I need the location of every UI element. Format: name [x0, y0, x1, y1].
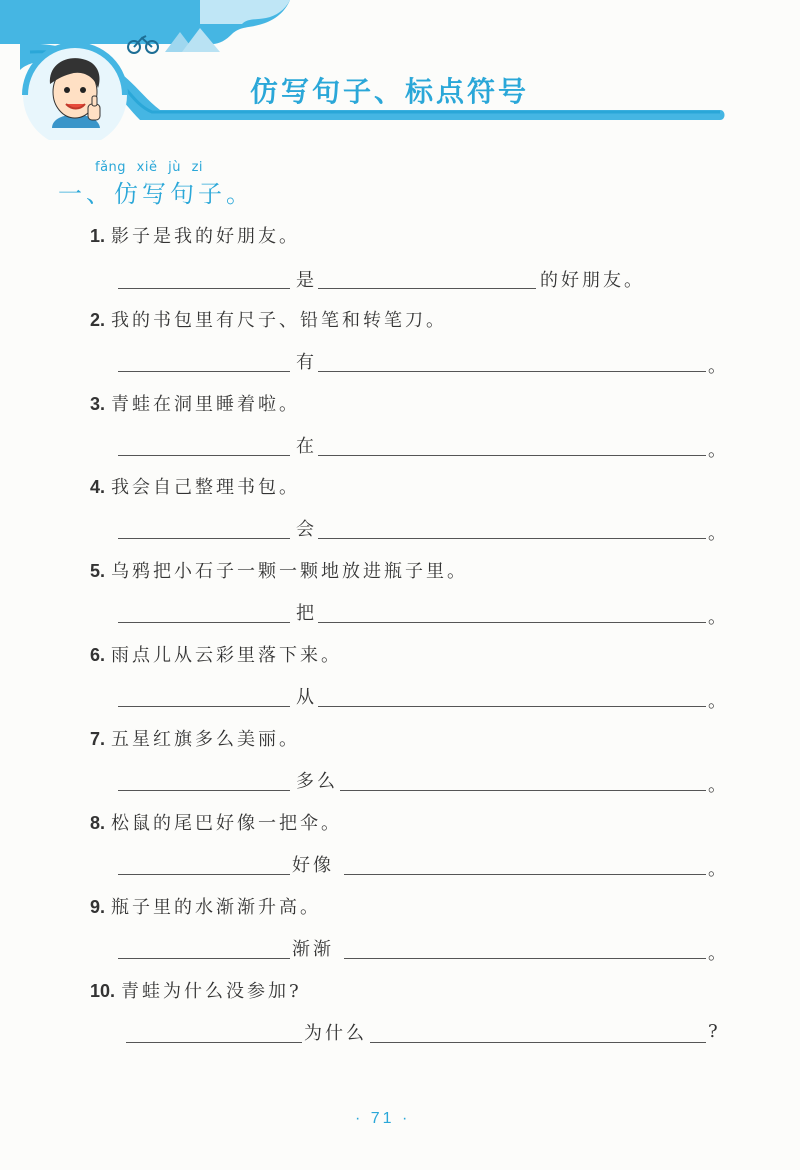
end-punctuation: 。	[708, 859, 726, 880]
question-number: 9.	[90, 897, 106, 917]
question-7	[90, 725, 300, 751]
answer-blank-7b[interactable]	[340, 790, 706, 791]
question-text: 我会自己整理书包。	[111, 477, 301, 498]
question-6	[90, 641, 342, 667]
answer-keyword: 从	[296, 687, 317, 708]
section-title: 一、仿写句子。	[58, 180, 254, 208]
question-number: 6.	[90, 645, 106, 665]
answer-blank-9b[interactable]	[344, 958, 706, 959]
end-punctuation: ?	[708, 1021, 718, 1042]
answer-blank-5b[interactable]	[318, 622, 706, 623]
end-punctuation: 。	[708, 775, 726, 796]
answer-keyword: 好像	[292, 855, 334, 876]
answer-blank-8b[interactable]	[344, 874, 706, 875]
question-text: 瓶子里的水渐渐升高。	[111, 897, 322, 918]
answer-blank-10a[interactable]	[126, 1042, 302, 1043]
end-punctuation: 。	[708, 440, 726, 461]
answer-keyword: 渐渐	[292, 939, 334, 960]
end-punctuation: 。	[708, 691, 726, 712]
answer-keyword: 是	[296, 270, 317, 291]
question-number: 1.	[90, 226, 106, 246]
question-5	[90, 557, 468, 583]
answer-suffix: 的好朋友。	[540, 270, 645, 291]
question-1	[90, 222, 300, 248]
answer-blank-1a[interactable]	[118, 288, 290, 289]
answer-blank-8a[interactable]	[118, 874, 290, 875]
answer-blank-6a[interactable]	[118, 706, 290, 707]
question-10	[90, 977, 302, 1003]
answer-blank-5a[interactable]	[118, 622, 290, 623]
question-9	[90, 893, 321, 919]
answer-keyword: 有	[296, 352, 317, 373]
answer-blank-9a[interactable]	[118, 958, 290, 959]
answer-blank-1b[interactable]	[318, 288, 536, 289]
answer-blank-2b[interactable]	[318, 371, 706, 372]
answer-keyword: 在	[296, 436, 317, 457]
answer-blank-4a[interactable]	[118, 538, 290, 539]
answer-keyword: 为什么	[304, 1023, 367, 1044]
end-punctuation: 。	[708, 523, 726, 544]
question-2	[90, 306, 447, 332]
question-text: 青蛙在洞里睡着啦。	[111, 394, 301, 415]
question-8	[90, 809, 342, 835]
answer-blank-6b[interactable]	[318, 706, 706, 707]
question-text: 松鼠的尾巴好像一把伞。	[111, 813, 343, 834]
answer-blank-3b[interactable]	[318, 455, 706, 456]
question-number: 8.	[90, 813, 106, 833]
header-banner	[0, 0, 800, 140]
question-number: 10.	[90, 981, 116, 1001]
end-punctuation: 。	[708, 356, 726, 377]
question-4	[90, 473, 300, 499]
answer-blank-7a[interactable]	[118, 790, 290, 791]
question-text: 青蛙为什么没参加?	[121, 981, 302, 1002]
question-number: 5.	[90, 561, 106, 581]
question-text: 影子是我的好朋友。	[111, 226, 301, 247]
question-number: 3.	[90, 394, 106, 414]
answer-blank-10b[interactable]	[370, 1042, 706, 1043]
question-number: 2.	[90, 310, 106, 330]
question-3	[90, 390, 300, 416]
end-punctuation: 。	[708, 943, 726, 964]
end-punctuation: 。	[708, 607, 726, 628]
answer-keyword: 多么	[296, 771, 338, 792]
question-text: 雨点儿从云彩里落下来。	[111, 645, 343, 666]
page-title: 仿写句子、标点符号	[250, 75, 530, 108]
answer-blank-2a[interactable]	[118, 371, 290, 372]
answer-keyword: 把	[296, 603, 317, 624]
answer-blank-3a[interactable]	[118, 455, 290, 456]
question-number: 7.	[90, 729, 106, 749]
question-text: 乌鸦把小石子一颗一颗地放进瓶子里。	[111, 561, 469, 582]
page-number: · 71 ·	[355, 1110, 411, 1127]
answer-blank-4b[interactable]	[318, 538, 706, 539]
answer-keyword: 会	[296, 519, 317, 540]
question-text: 五星红旗多么美丽。	[111, 729, 301, 750]
question-number: 4.	[90, 477, 106, 497]
section-pinyin: fǎng xiě jù zi	[95, 160, 204, 175]
question-text: 我的书包里有尺子、铅笔和转笔刀。	[111, 310, 448, 331]
